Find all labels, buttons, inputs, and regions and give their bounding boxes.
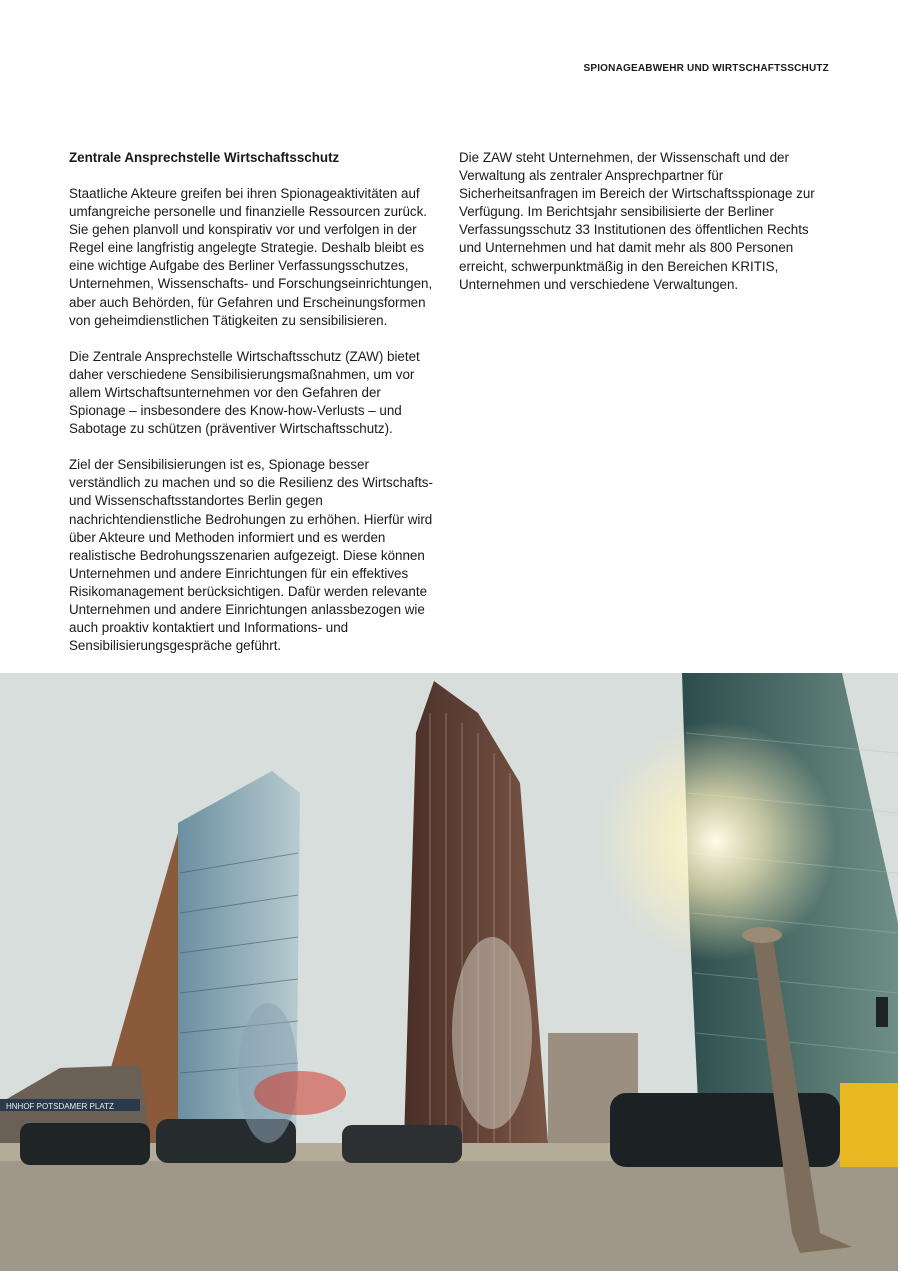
paragraph: Staatliche Akteure greifen bei ihren Spionageaktivitäten auf umfangreiche personelle und finanzielle Ressourcen zurück. Sie gehen planvoll und konspirativ vor und verfolgen in der Regel eine langfristig angelegte Strategie. Deshalb bleibt es eine wichtige Aufgabe des Berliner Verfassungsschutzes, Unternehmen, Wissenschafts- und Forschungseinrichtungen, aber auch Behörden, für Gefahren und Erscheinungsformen von geheimdienstlichen Tätigkeiten zu sensibilisieren. xyxy=(69,186,433,328)
car xyxy=(20,1123,150,1165)
section-heading: Zentrale Ansprechstelle Wirtschaftsschutz xyxy=(69,150,340,165)
paragraph: Die ZAW steht Unternehmen, der Wissenschaft und der Verwaltung als zentraler Ansprechpartner für Sicherheitsanfragen im Bereich der Wirtschaftsspionage zur Verfügung. Im Berichtsjahr sensibilisierte der Berliner Verfassungsschutz 33 Institutionen des öffentlichen Rechts und Unternehmen und hat damit mehr als 800 Personen erreicht, schwerpunktmäßig in den Bereichen KRITIS, Unternehmen und verschiedene Verwaltungen. xyxy=(459,150,815,292)
traffic-light xyxy=(876,997,888,1027)
bus xyxy=(840,1083,898,1167)
left-column xyxy=(69,149,441,673)
station-sign-text: HNHOF POTSDAMER PLATZ xyxy=(6,1102,114,1111)
paragraph: Ziel der Sensibilisierungen ist es, Spionage besser verständlich zu machen und so die Resilienz des Wirtschafts- und Wissenschaftsstandortes Berlin gegen nachrichtendienstliche Bedrohungen zu erhöhen. Hierfür wird über Akteure und Methoden informiert und es werden realistische Bedrohungsszenarien aufgezeigt. Diese können Unternehmen und andere Einrichtungen für ein effektives Risikomanagement berücksichtigen. Dafür werden relevante Unternehmen und andere Einrichtungen anlassbezogen wie auch proaktiv kontaktiert und Informations- und Sensibilisierungsgespräche geführt. xyxy=(69,457,433,654)
cyclist-blur xyxy=(452,937,532,1129)
photo-scene xyxy=(0,673,898,1271)
right-column xyxy=(459,149,831,312)
car xyxy=(342,1125,462,1163)
bicycle-blur xyxy=(254,1071,346,1115)
paragraph: Die Zentrale Ansprechstelle Wirtschaftsschutz (ZAW) bietet daher verschiedene Sensibilisierungsmaßnahmen, um vor allem Wirtschaftsunternehmen vor den Gefahren der Spionage – insbesondere des Know-how-Verlusts – und Sabotage zu schützen (präventiver Wirtschaftsschutz). xyxy=(69,348,420,437)
bollard-top xyxy=(742,927,782,943)
sun-flare xyxy=(596,721,836,961)
sidewalk xyxy=(0,1161,898,1271)
photo-potsdamer-platz xyxy=(0,673,898,1271)
running-head: SPIONAGEABWEHR UND WIRTSCHAFTSSCHUTZ xyxy=(583,63,829,74)
